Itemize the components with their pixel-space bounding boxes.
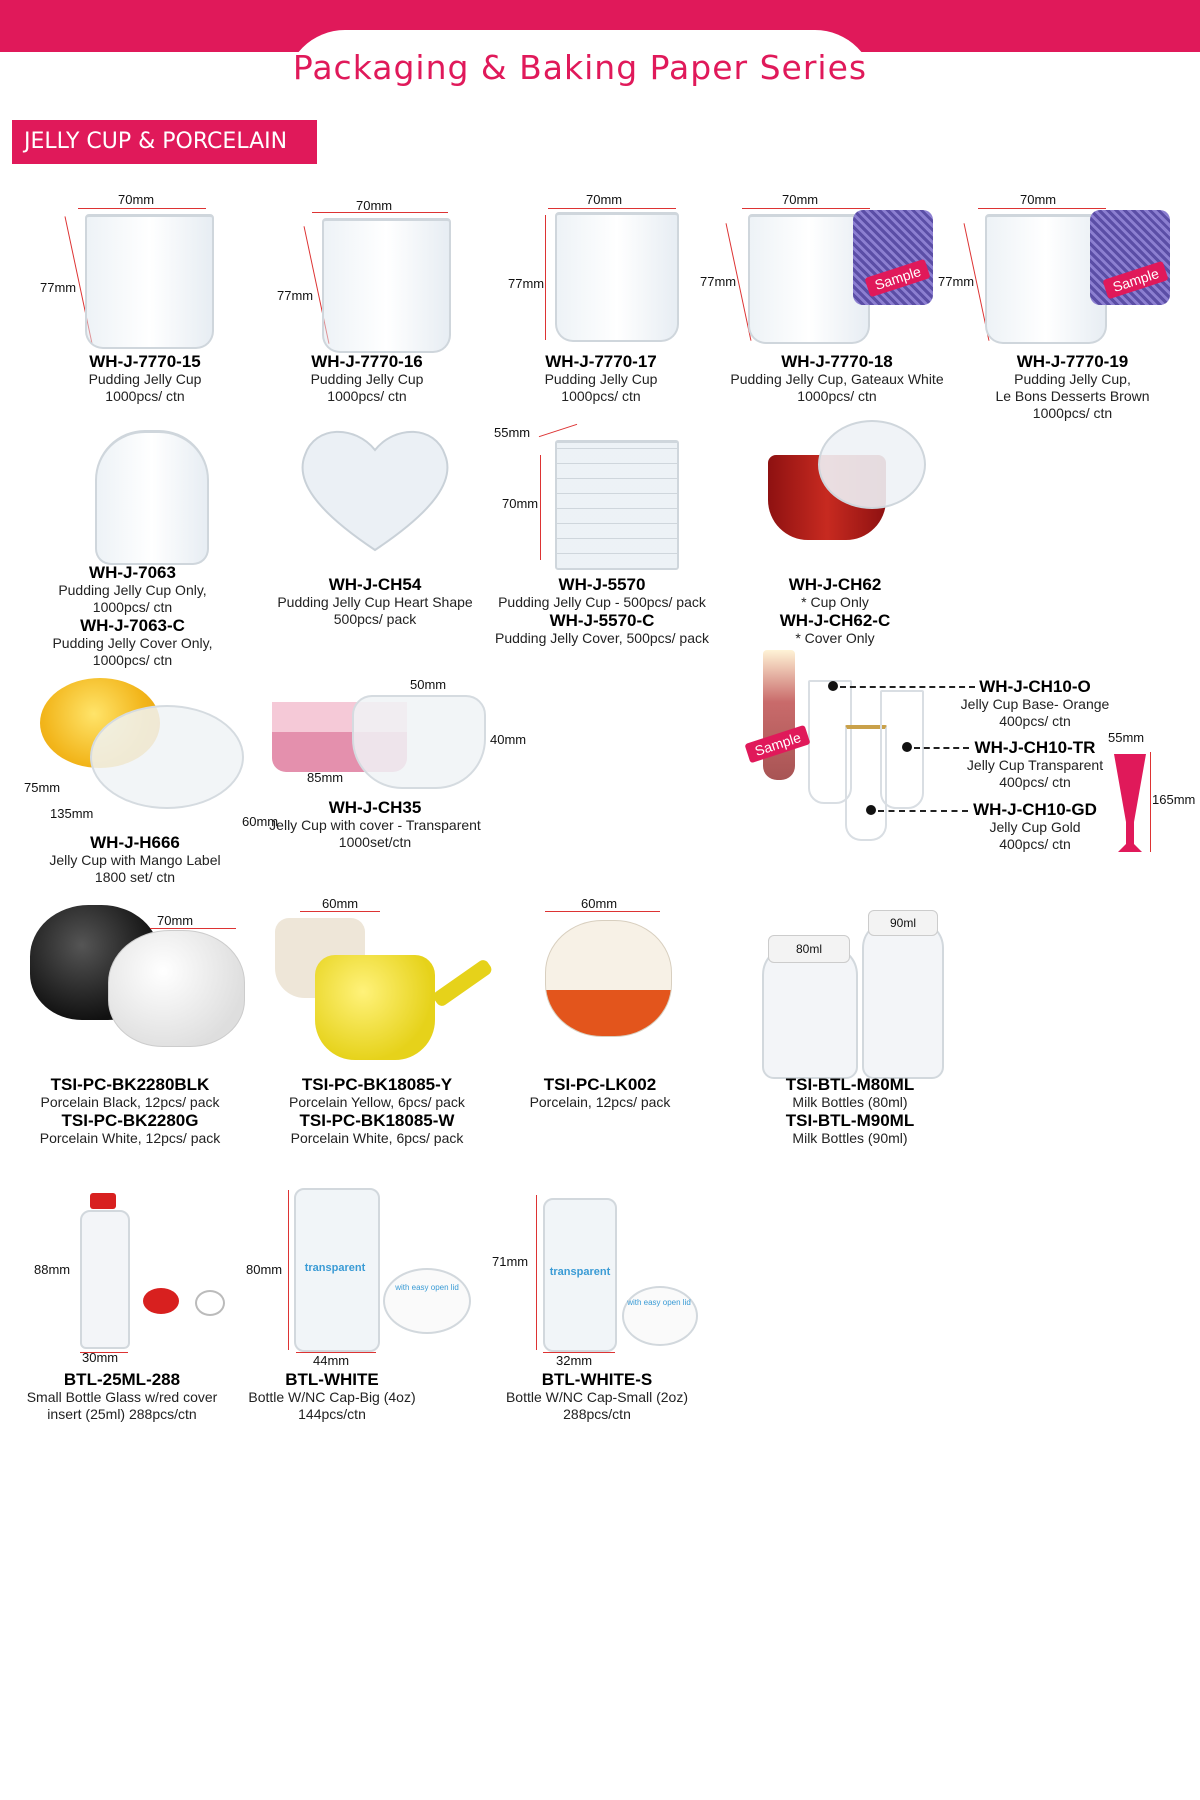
product-desc: Pudding Jelly Cup Only,: [58, 582, 207, 598]
product-pack: 400pcs/ ctn: [999, 836, 1071, 852]
product-code: WH-J-7770-15: [89, 352, 201, 371]
product-code: BTL-WHITE: [285, 1370, 379, 1389]
product-desc: Porcelain, 12pcs/ pack: [529, 1094, 671, 1110]
product-pack: 400pcs/ ctn: [999, 713, 1071, 729]
width-label: 70mm: [157, 913, 194, 928]
product-pack: 1000pcs/ ctn: [105, 388, 185, 404]
product-pack: 400pcs/ ctn: [999, 774, 1071, 790]
product-code: WH-J-CH10-O: [979, 677, 1091, 696]
product-pack: 1800 set/ ctn: [94, 869, 176, 885]
product-code: WH-J-7770-17: [545, 352, 657, 371]
width-label: 30mm: [82, 1350, 119, 1365]
square-cup-image: [555, 440, 679, 570]
length-label: 135mm: [50, 806, 94, 821]
product-code: WH-J-CH62: [788, 575, 882, 594]
transparent-tag: transparent: [304, 1262, 366, 1274]
width-label: 70mm: [1020, 192, 1057, 207]
width-label: 60mm: [581, 896, 618, 911]
length-label: 85mm: [307, 770, 344, 785]
small-bottle-image: [80, 1210, 130, 1349]
product-code: TSI-PC-LK002: [543, 1075, 657, 1094]
product-desc-90: Milk Bottles (90ml): [792, 1130, 908, 1146]
height-label: 40mm: [490, 732, 527, 747]
product-desc: Porcelain Black, 12pcs/ pack: [40, 1094, 220, 1110]
product-code: WH-J-7770-19: [1016, 352, 1129, 371]
product-code: WH-J-CH54: [328, 575, 422, 594]
spout-image: [431, 958, 493, 1008]
product-desc: Pudding Jelly Cup: [544, 371, 658, 387]
product-desc: Milk Bottles (80ml): [792, 1094, 908, 1110]
product-code: WH-J-CH10-TR: [974, 738, 1096, 757]
product-pack: 1000set/ctn: [338, 834, 412, 850]
sample-badge: Sample: [864, 259, 931, 298]
product-code-cover: WH-J-CH62-C: [779, 611, 891, 630]
sample-badge: Sample: [1102, 261, 1169, 300]
cup-image: [555, 212, 679, 342]
glass-silhouette-icon: [1112, 752, 1148, 854]
width-label: 44mm: [313, 1353, 350, 1368]
product-pack: insert (25ml) 288pcs/ctn: [47, 1406, 197, 1422]
lid-image: [383, 1268, 471, 1334]
product-code: TSI-PC-BK2280BLK: [50, 1075, 210, 1094]
dessert-glass-image: [763, 650, 795, 780]
product-desc: Jelly Cup Base- Orange: [960, 696, 1110, 712]
callout-dot: [828, 681, 838, 691]
product-code: TSI-BTL-M80ML: [785, 1075, 915, 1094]
product-desc: Jelly Cup Gold: [989, 819, 1081, 835]
width-label: 60mm: [322, 896, 359, 911]
product-code: WH-J-H666: [90, 833, 180, 852]
product-pack: 1000pcs/ ctn: [561, 388, 641, 404]
depth-label: 50mm: [410, 677, 447, 692]
product-desc: Small Bottle Glass w/red cover: [26, 1389, 218, 1405]
height-label: 165mm: [1152, 792, 1196, 807]
yellow-can-image: [315, 955, 435, 1060]
product-desc: Pudding Jelly Cup: [310, 371, 424, 387]
product-desc: Pudding Jelly Cup - 500pcs/ pack: [498, 594, 706, 610]
insert-image: [195, 1290, 225, 1316]
lid-tag: with easy open lid: [395, 1283, 459, 1292]
width-label: 70mm: [586, 192, 623, 207]
width-label: 60mm: [242, 814, 279, 829]
cup-image: [985, 214, 1107, 344]
product-code: WH-J-CH35: [328, 798, 422, 817]
product-pack: 1000pcs/ ctn: [1032, 405, 1113, 421]
bear-cup-image: [545, 920, 672, 1037]
cup-image: [748, 214, 870, 344]
product-code-white: TSI-PC-BK2280G: [61, 1111, 199, 1130]
product-desc: Pudding Jelly Cup: [88, 371, 202, 387]
product-desc-2: Le Bons Desserts Brown: [995, 388, 1150, 404]
product-desc: Pudding Jelly Cup, Gateaux White: [730, 371, 944, 387]
height-label: 77mm: [700, 274, 737, 289]
product-pack: 288pcs/ctn: [563, 1406, 631, 1422]
width-label: 32mm: [556, 1353, 593, 1368]
width-label: 70mm: [356, 198, 393, 213]
heart-cup-image: [295, 420, 455, 560]
product-code: WH-J-7770-18: [781, 352, 893, 371]
clear-cup-image: [352, 695, 486, 789]
product-desc-white: Porcelain White, 12pcs/ pack: [39, 1130, 221, 1146]
product-desc: Jelly Cup with Mango Label: [49, 852, 221, 868]
product-desc: Porcelain Yellow, 6pcs/ pack: [289, 1094, 465, 1110]
cup-image: [85, 214, 214, 349]
product-desc-cover: Pudding Jelly Cover, 500pcs/ pack: [494, 630, 709, 646]
page-title: Packaging & Baking Paper Series: [292, 48, 868, 87]
product-desc: Bottle W/NC Cap-Big (4oz): [248, 1389, 416, 1405]
product-pack-cover: 1000pcs/ ctn: [92, 652, 173, 668]
width-label: 70mm: [118, 192, 155, 207]
red-cover-image: [143, 1288, 179, 1314]
product-desc: Bottle W/NC Cap-Small (2oz): [505, 1389, 689, 1405]
product-pack: 1000pcs/ ctn: [327, 388, 407, 404]
product-code: BTL-WHITE-S: [541, 1370, 653, 1389]
height-label: 88mm: [34, 1262, 71, 1277]
product-code-90: TSI-BTL-M90ML: [785, 1111, 915, 1130]
product-code-cover: WH-J-5570-C: [549, 611, 655, 630]
transparent-tag: transparent: [549, 1266, 611, 1278]
sample-badge: Sample: [744, 725, 811, 764]
product-code: BTL-25ML-288: [63, 1370, 181, 1389]
product-code-cover: WH-J-7063-C: [80, 616, 185, 635]
product-desc: Pudding Jelly Cup Heart Shape: [277, 594, 473, 610]
callout-dot: [866, 805, 876, 815]
product-code: WH-J-7063: [89, 563, 176, 582]
product-pack: 1000pcs/ ctn: [92, 599, 173, 615]
product-pack: 1000pcs/ ctn: [797, 388, 877, 404]
product-code: WH-J-5570: [558, 575, 646, 594]
white-pot-image: [108, 930, 245, 1047]
bottle-lid-90: 90ml: [868, 910, 938, 936]
product-desc-cover: Pudding Jelly Cover Only,: [52, 635, 213, 651]
height-label: 71mm: [492, 1254, 529, 1269]
product-pack: 500pcs/ pack: [333, 611, 417, 627]
height-label: 77mm: [40, 280, 77, 295]
product-desc: Pudding Jelly Cup,: [1014, 371, 1131, 387]
bottle-lid-80: 80ml: [768, 935, 850, 963]
product-code: TSI-PC-BK18085-Y: [301, 1075, 453, 1094]
product-pack: 144pcs/ctn: [298, 1406, 366, 1422]
product-desc: Jelly Cup with cover - Transparent: [269, 817, 481, 833]
section-heading: JELLY CUP & PORCELAIN: [12, 120, 317, 164]
sample-cup-image: [853, 210, 933, 305]
product-code-white: TSI-PC-BK18085-W: [299, 1111, 455, 1130]
dome-cover-image: [818, 420, 926, 509]
milk-bottle-90-image: [862, 920, 944, 1079]
lid-image: [622, 1286, 698, 1346]
cover-image: [90, 705, 244, 809]
product-desc-cover: * Cover Only: [795, 630, 875, 646]
width-label: 55mm: [494, 425, 531, 440]
domed-cup-image: [95, 430, 209, 565]
red-cap-image: [90, 1193, 116, 1209]
cup-image: [322, 218, 451, 353]
height-label: 70mm: [502, 496, 539, 511]
product-desc: * Cup Only: [801, 594, 869, 610]
height-label: 75mm: [24, 780, 61, 795]
height-label: 77mm: [508, 276, 545, 291]
product-desc-white: Porcelain White, 6pcs/ pack: [290, 1130, 464, 1146]
product-desc: Jelly Cup Transparent: [966, 757, 1104, 773]
height-label: 77mm: [938, 274, 975, 289]
height-label: 80mm: [246, 1262, 283, 1277]
width-label: 55mm: [1108, 730, 1145, 745]
height-label: 77mm: [277, 288, 314, 303]
product-code: WH-J-7770-16: [311, 352, 423, 371]
product-code: WH-J-CH10-GD: [973, 800, 1097, 819]
width-label: 70mm: [782, 192, 819, 207]
milk-bottle-80-image: [762, 945, 858, 1079]
lid-tag: with easy open lid: [627, 1298, 691, 1307]
callout-dot: [902, 742, 912, 752]
